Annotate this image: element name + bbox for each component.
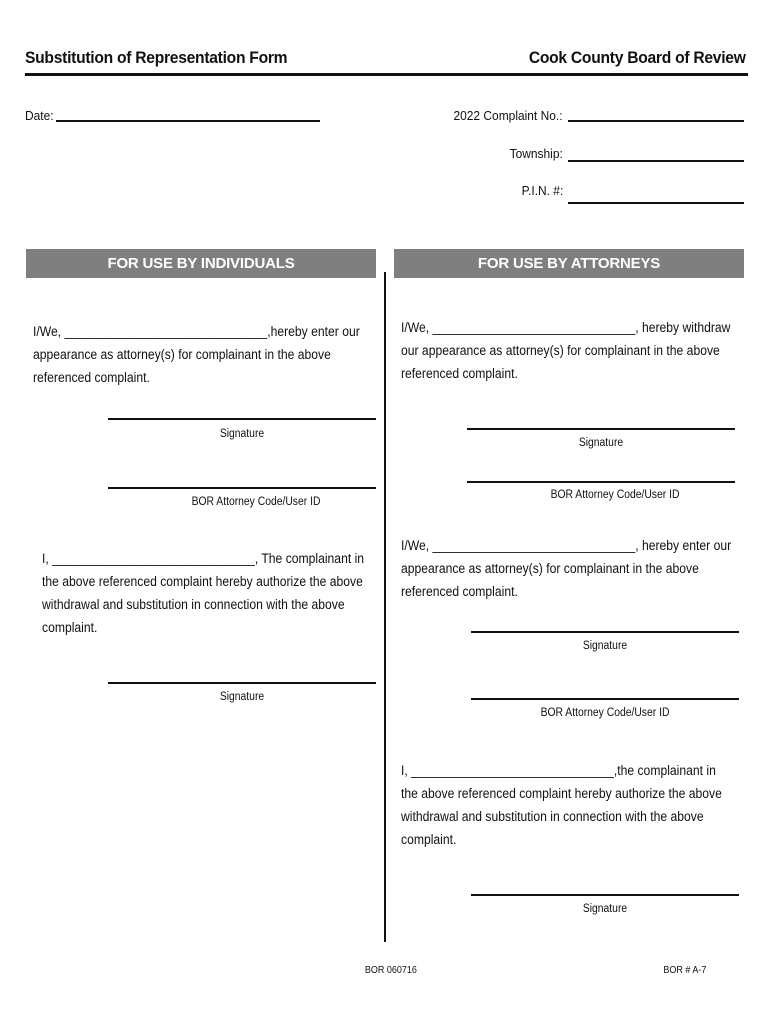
township-label: Township: — [509, 146, 563, 161]
form-number: BOR # A-7 — [663, 965, 707, 976]
form-title: Substitution of Representation Form — [25, 48, 288, 67]
individual-authorize-statement: I, ______________________________, The complainant in the above referenced complaint hereby authorize the above withdrawal and substitution in connection with the above complaint. — [42, 551, 365, 635]
individuals-section-header: FOR USE BY INDIVIDUALS — [26, 249, 376, 278]
agency-name: Cook County Board of Review — [529, 48, 746, 67]
date-label: Date: — [25, 108, 54, 123]
attorney-code-label: BOR Attorney Code/User ID — [540, 707, 670, 719]
form-code: BOR 060716 — [364, 965, 417, 976]
signature-label: Signature — [582, 903, 628, 915]
date-field[interactable] — [56, 120, 320, 122]
pin-label: P.I.N. #: — [521, 183, 563, 198]
attorneys-section-header: FOR USE BY ATTORNEYS — [394, 249, 744, 278]
signature-label: Signature — [219, 691, 265, 703]
signature-label: Signature — [578, 437, 624, 449]
complaint-number-field[interactable] — [568, 120, 744, 122]
column-divider — [384, 272, 386, 942]
attorney-signature-line-1[interactable] — [467, 428, 735, 430]
attorney-code-line-2[interactable] — [471, 698, 739, 700]
attorney-code-label: BOR Attorney Code/User ID — [550, 489, 680, 501]
attorney-authorize-statement: I, ______________________________,the complainant in the above referenced complaint hereby authorize the above withdrawal and substitution in connection with the above complaint. — [401, 763, 722, 847]
attorney-signature-line-2[interactable] — [471, 631, 739, 633]
signature-label: Signature — [582, 640, 628, 652]
attorney-code-label: BOR Attorney Code/User ID — [191, 496, 321, 508]
individual-attorney-code-line[interactable] — [108, 487, 376, 489]
individual-signature-line-2[interactable] — [108, 682, 376, 684]
attorney-code-line-1[interactable] — [467, 481, 735, 483]
attorney-enter-statement: I/We, ______________________________, hereby enter our appearance as attorney(s) for complainant in the above referenced complaint. — [401, 538, 732, 599]
township-field[interactable] — [568, 160, 744, 162]
attorney-signature-line-3[interactable] — [471, 894, 739, 896]
individual-signature-line-1[interactable] — [108, 418, 376, 420]
complaint-number-label: 2022 Complaint No.: — [453, 108, 563, 123]
individual-enter-statement: I/We, ______________________________,hereby enter our appearance as attorney(s) for complainant in the above referenced complaint. — [33, 324, 360, 385]
signature-label: Signature — [219, 428, 265, 440]
attorney-withdraw-statement: I/We, ______________________________, hereby withdraw our appearance as attorney(s) for complainant in the above referenced complaint. — [401, 320, 731, 381]
header-rule — [25, 73, 748, 76]
pin-field[interactable] — [568, 202, 744, 204]
